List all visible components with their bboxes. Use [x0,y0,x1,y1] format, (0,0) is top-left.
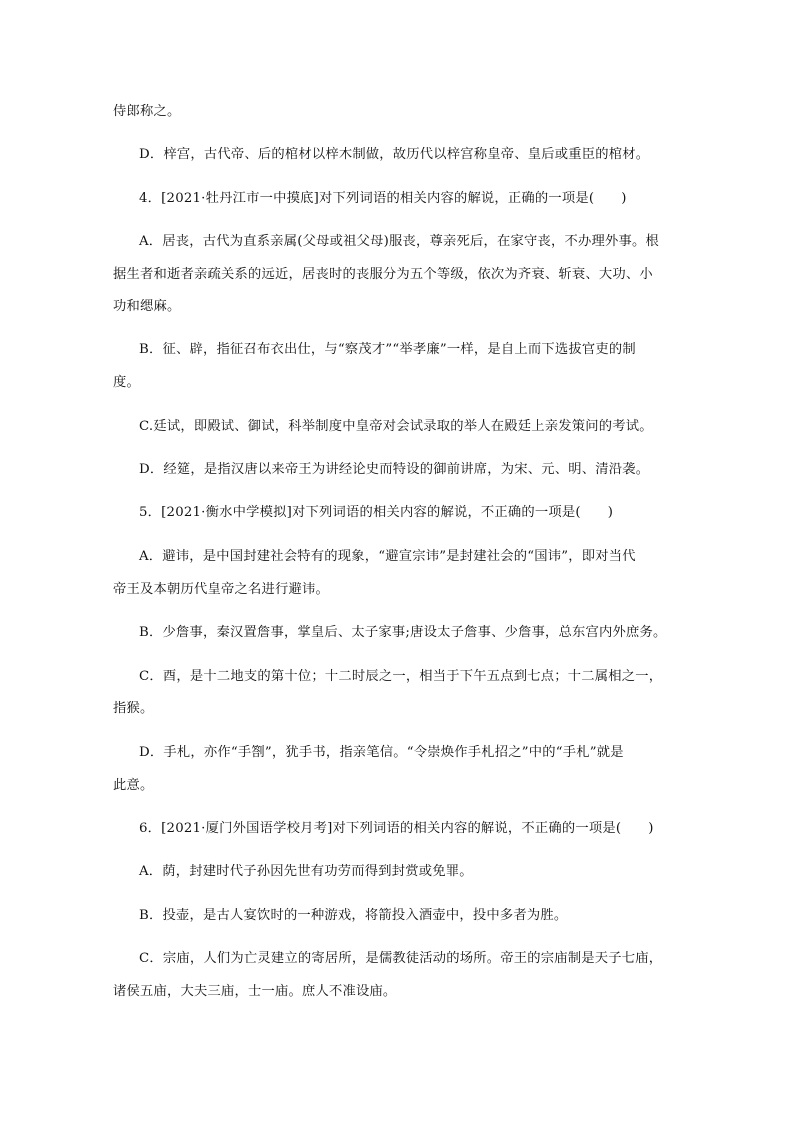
text-line: 诸侯五庙，大夫三庙，士一庙。庶人不准设庙。 [113,984,397,999]
text-line: 此意。 [113,778,154,793]
option-c-line: C．宗庙，人们为亡灵建立的寄居所，是儒教徒活动的场所。帝王的宗庙制是天子七庙， [139,951,663,966]
option-a-line: A．居丧，古代为直系亲属(父母或祖父母)服丧，尊亲死后，在家守丧，不办理外事。根 [139,234,659,249]
option-b-line: B．少詹事，秦汉置詹事，掌皇后、太子家事;唐设太子詹事、少詹事，总东宫内外庶务。 [139,625,667,640]
question-4-stem: 4．[2021·牡丹江市一中摸底]对下列词语的相关内容的解说，正确的一项是( ) [139,191,627,206]
text-line: 度。 [113,375,140,390]
text-line: 据生者和逝者亲疏关系的远近，居丧时的丧服分为五个等级，依次为齐衰、斩衰、大功、小 [113,267,653,282]
question-5-stem: 5．[2021·衡水中学模拟]对下列词语的相关内容的解说，不正确的一项是( ) [139,505,614,520]
option-d-line: D．梓宫，古代帝、后的棺材以梓木制做，故历代以梓宫称皇帝、皇后或重臣的棺材。 [139,147,650,162]
question-6-stem: 6．[2021·厦门外国语学校月考]对下列词语的相关内容的解说，不正确的一项是( ) [139,821,654,836]
option-c-line: C.廷试，即殿试、御试，科举制度中皇帝对会试录取的举人在殿廷上亲发策问的考试。 [139,419,653,434]
option-c-line: C．酉，是十二地支的第十位；十二时辰之一，相当于下午五点到七点；十二属相之一， [139,669,663,684]
option-a-line: A．避讳，是中国封建社会特有的现象，“避宣宗讳”是封建社会的“国讳”，即对当代 [139,549,636,564]
option-b-line: B．投壶，是古人宴饮时的一种游戏，将箭投入酒壶中，投中多者为胜。 [139,908,568,923]
text-line: 侍郎称之。 [113,104,181,119]
option-d-line: D．手札，亦作“手劄”，犹手书，指亲笔信。“令崇焕作手札招之”中的“手札”就是 [139,745,624,760]
option-b-line: B．征、辟，指征召布衣出仕，与“察茂才”“举孝廉”一样，是自上而下选拔官吏的制 [139,342,636,357]
option-d-line: D．经筵，是指汉唐以来帝王为讲经论史而特设的御前讲席，为宋、元、明、清沿袭。 [139,462,650,477]
text-line: 帝王及本朝历代皇帝之名进行避讳。 [113,582,329,597]
option-a-line: A．荫，封建时代子孙因先世有功劳而得到封赏或免罪。 [139,864,473,879]
text-line: 指猴。 [113,701,154,716]
text-line: 功和缌麻。 [113,299,181,314]
